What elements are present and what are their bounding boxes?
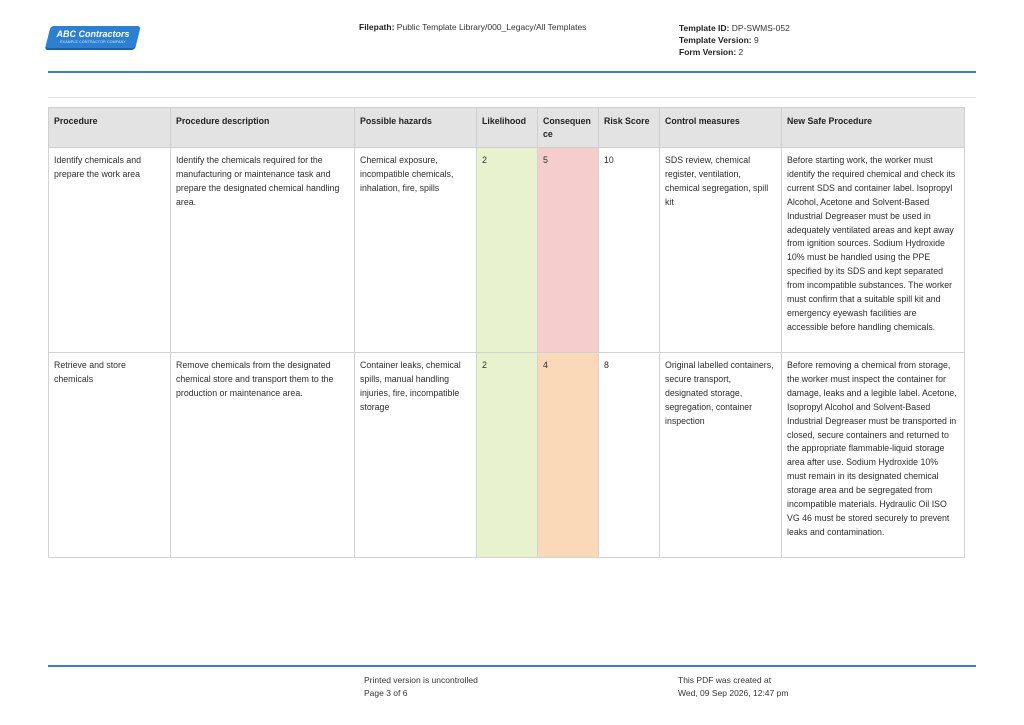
table-row: [49, 148, 965, 353]
table-header-row: [49, 108, 965, 148]
header-likelihood: Likelihood: [477, 108, 538, 148]
cell-controls: Original labelled containers, secure transport, designated storage, segregation, container inspection: [660, 353, 782, 558]
header-control-measures: Control measures: [660, 108, 782, 148]
footer-right: [678, 674, 788, 700]
form-version-label: Form Version:: [679, 47, 737, 57]
cell-controls: SDS review, chemical register, ventilation, chemical segregation, spill kit: [660, 148, 782, 353]
header-divider: [48, 71, 976, 73]
template-id: [679, 22, 790, 34]
filepath-value: Public Template Library/000_Legacy/All Templates: [396, 22, 587, 32]
company-logo: [48, 26, 138, 50]
cell-consequence: 4: [538, 353, 599, 558]
template-id-label: Template ID:: [679, 23, 730, 33]
cell-hazards: Container leaks, chemical spills, manual handling injuries, fire, incompatible storage: [355, 353, 477, 558]
header-risk-score: Risk Score: [599, 108, 660, 148]
template-version-value: 9: [753, 35, 759, 45]
header-possible-hazards: Possible hazards: [355, 108, 477, 148]
template-version-label: Template Version:: [679, 35, 752, 45]
template-id-value: DP-SWMS-052: [731, 23, 790, 33]
form-version: [679, 46, 790, 58]
cell-new-procedure: Before starting work, the worker must identify the required chemical and check its current SDS and container label. Isopropyl Alcohol, Acetone and Solvent-Based Industrial Degreaser must be used in adequately ventilated areas and kept away from ignition sources. Sodium Hydroxide 10% must be handled using the PPE specified by its SDS and kept separated from incompatible substances. The worker must confirm that a suitable spill kit and emergency eyewash facilities are accessible before handling chemicals.: [782, 148, 965, 353]
filepath-label: Filepath:: [359, 22, 395, 32]
logo-text: ABC Contractors: [56, 29, 130, 39]
header-consequence: Consequen ce: [538, 108, 599, 148]
uncontrolled-notice: Printed version is uncontrolled: [364, 675, 478, 685]
header-new-safe-procedure: New Safe Procedure: [782, 108, 965, 148]
form-version-value: 2: [738, 47, 744, 57]
cell-likelihood: 2: [477, 148, 538, 353]
cell-likelihood: 2: [477, 353, 538, 558]
page-number: Page 3 of 6: [364, 688, 408, 698]
template-info: [679, 22, 790, 58]
filepath: [359, 22, 586, 32]
cell-procedure: Retrieve and store chemicals: [49, 353, 171, 558]
logo-tagline: EXAMPLE CONTRACTOR COMPANY: [60, 40, 126, 44]
header-procedure: Procedure: [49, 108, 171, 148]
header-subdivider: [48, 97, 976, 98]
header-procedure-description: Procedure description: [171, 108, 355, 148]
cell-new-procedure: Before removing a chemical from storage, the worker must inspect the container for damage, leaks and a legible label. Acetone, Isopropyl Alcohol and Solvent-Based Industrial Degreaser must be transported in closed, secure containers and returned to the appropriate flammable-liquid storage area after use. Sodium Hydroxide 10% must remain in its designated chemical storage area and be segregated from incompatible materials. Hydraulic Oil ISO VG 46 must be stored securely to prevent leaks and contamination.: [782, 353, 965, 558]
swms-table: [48, 107, 965, 558]
cell-description: Remove chemicals from the designated chemical store and transport them to the production or maintenance area.: [171, 353, 355, 558]
cell-description: Identify the chemicals required for the manufacturing or maintenance task and prepare the designated chemical handling area.: [171, 148, 355, 353]
template-version: [679, 34, 790, 46]
created-label: This PDF was created at: [678, 675, 772, 685]
created-timestamp: Wed, 09 Sep 2026, 12:47 pm: [678, 688, 789, 698]
cell-consequence: 5: [538, 148, 599, 353]
cell-hazards: Chemical exposure, incompatible chemicals, inhalation, fire, spills: [355, 148, 477, 353]
footer-left: [364, 674, 478, 700]
cell-risk-score: 10: [599, 148, 660, 353]
footer-divider: [48, 665, 976, 667]
cell-risk-score: 8: [599, 353, 660, 558]
cell-procedure: Identify chemicals and prepare the work area: [49, 148, 171, 353]
table-row: [49, 353, 965, 558]
